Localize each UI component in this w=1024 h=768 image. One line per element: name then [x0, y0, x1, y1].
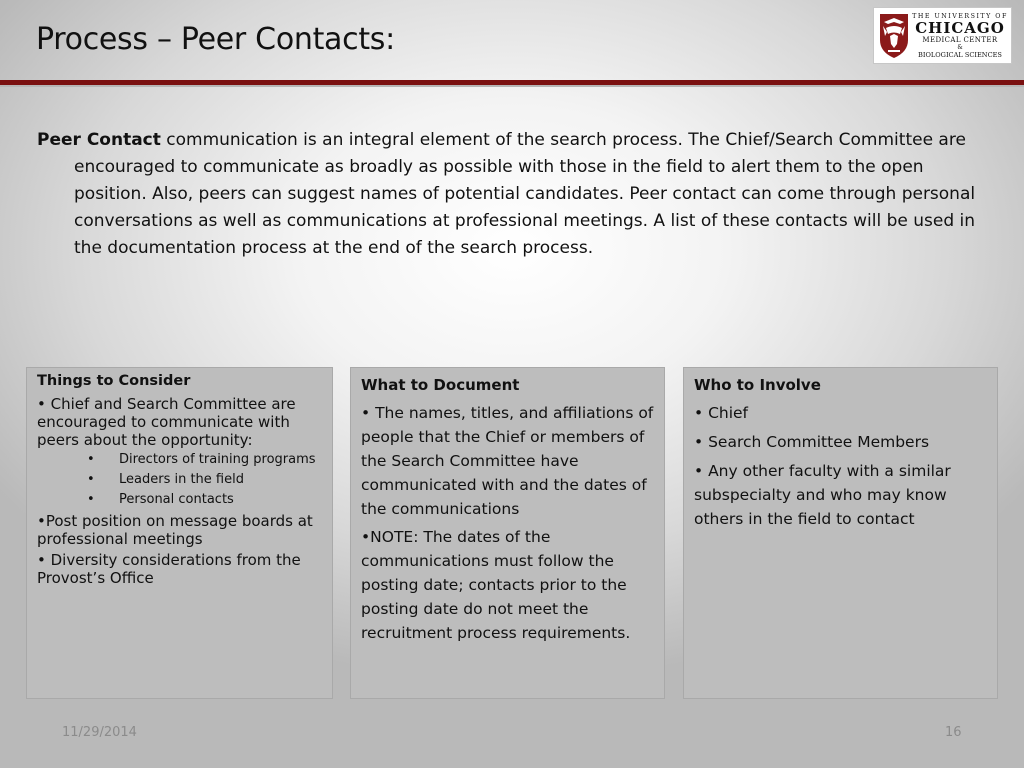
slide-number: 16: [945, 725, 962, 740]
consider-subitem-text: Personal contacts: [119, 492, 234, 507]
logo-line-5: BIOLOGICAL SCIENCES: [918, 50, 1002, 59]
logo-line-1: THE UNIVERSITY OF: [912, 12, 1008, 20]
what-to-document-box: [350, 367, 665, 699]
title-divider-shadow: [0, 85, 1024, 87]
involve-item: • Search Committee Members: [694, 433, 930, 451]
things-to-consider-box: [26, 367, 333, 699]
consider-subitem-text: Leaders in the field: [119, 472, 244, 487]
consider-sublist: [37, 452, 322, 507]
consider-subitem: • Personal contacts: [87, 492, 234, 507]
phoenix-crest-icon: [874, 8, 912, 63]
document-note: •NOTE: The dates of the communications must follow the posting date; contacts prior to the posting date do not meet the recruitment process requirements.: [361, 528, 631, 642]
involve-item: • Chief: [694, 404, 749, 422]
who-to-involve-heading: Who to Involve: [694, 376, 821, 394]
involve-item: • Any other faculty with a similar subspecialty and who may know others in the field to contact: [694, 462, 951, 528]
logo-line-4: &: [957, 43, 963, 51]
intro-text: communication is an integral element of the search process. The Chief/Search Committee are encouraged to communicate as broadly as possible with those in the field to alert them to the open position. Also, peers can suggest names of potential candidates. Peer contact can come through personal conversations as well as communications at professional meetings. A list of these contacts will be used in the documentation process at the end of the search process.: [74, 130, 976, 258]
slide-title: Process – Peer Contacts:: [36, 22, 395, 57]
intro-lead: Peer Contact: [37, 130, 161, 150]
consider-subitem: • Directors of training programs: [87, 452, 316, 467]
logo-line-2: CHICAGO: [915, 18, 1005, 37]
what-to-document-heading: What to Document: [361, 376, 520, 394]
who-to-involve-box: [683, 367, 998, 699]
consider-subitem-text: Directors of training programs: [119, 452, 316, 467]
university-logo: [873, 7, 1012, 64]
consider-item: • Chief and Search Committee are encouraged to communicate with peers about the opportunity:: [37, 395, 296, 449]
logo-line-3: MEDICAL CENTER: [922, 35, 998, 44]
document-item: • The names, titles, and affiliations of people that the Chief or members of the Search Committee have communicated with and the dates of the communications: [361, 404, 654, 518]
footer-date: 11/29/2014: [62, 725, 137, 740]
consider-item: •Post position on message boards at professional meetings: [37, 512, 313, 548]
things-to-consider-heading: Things to Consider: [37, 373, 191, 389]
intro-paragraph: [37, 127, 977, 262]
consider-subitem: • Leaders in the field: [87, 472, 244, 487]
consider-item: • Diversity considerations from the Provost’s Office: [37, 551, 301, 587]
